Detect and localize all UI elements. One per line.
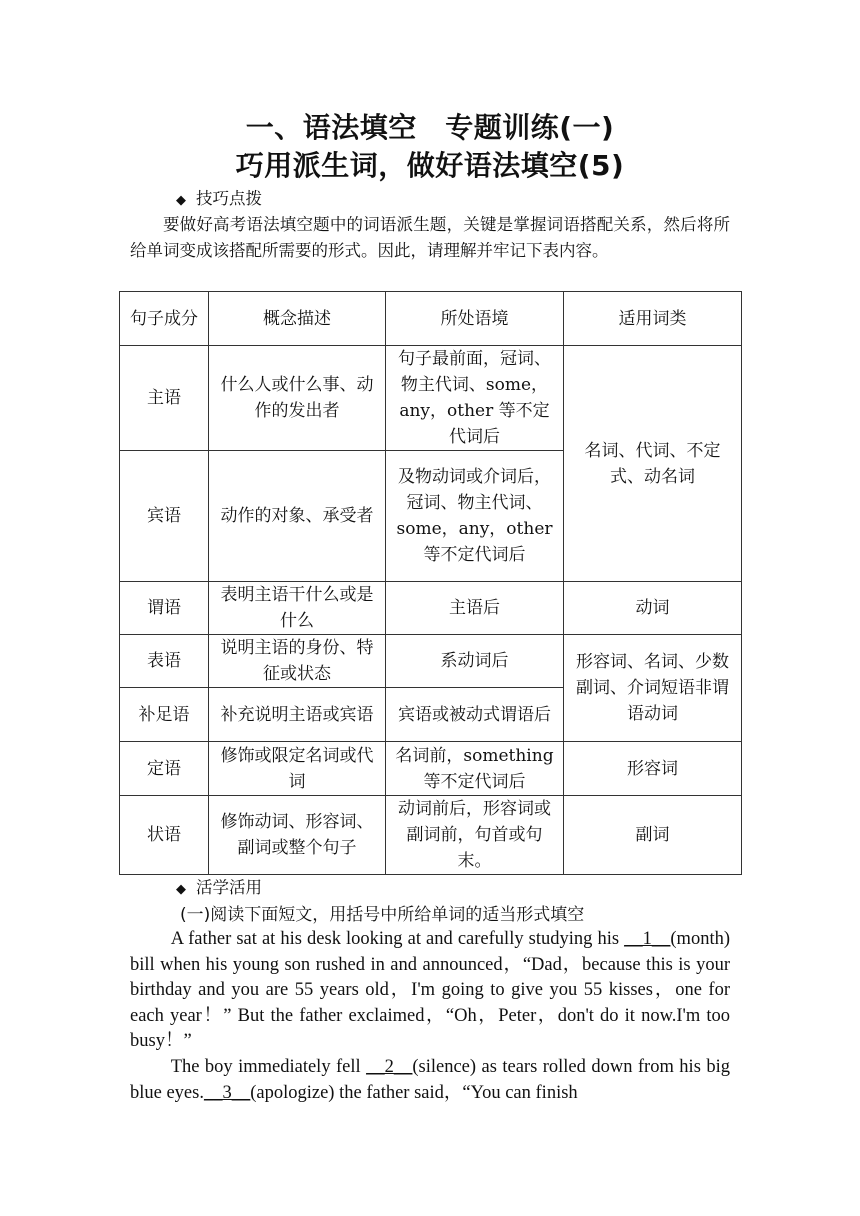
main-title: 一、语法填空 专题训练(一): [245, 111, 615, 144]
context-cell: 宾语或被动式谓语后: [386, 688, 564, 742]
passage-paragraph-2: [130, 1055, 730, 1106]
passage-paragraph-1: [130, 927, 730, 1055]
passage-text: The boy immediately fell: [170, 1057, 367, 1077]
header-cell: 概念描述: [209, 292, 386, 346]
passage-text: (apologize) the father said，“You can finish: [250, 1082, 578, 1103]
table-row: [120, 742, 742, 796]
concept-cell: 补充说明主语或宾语: [209, 688, 386, 742]
table-row: [120, 796, 742, 875]
section-heading-tips: [176, 188, 262, 212]
table-header-row: [120, 292, 742, 346]
diamond-bullet-icon: ◆: [176, 882, 186, 897]
component-cell: 表语: [120, 635, 209, 688]
table-row: [120, 635, 742, 688]
component-cell: 主语: [120, 346, 209, 451]
blank-2: __2__: [366, 1057, 413, 1077]
diamond-bullet-icon: ◆: [176, 193, 186, 208]
exercise-instruction: (一)阅读下面短文，用括号中所给单词的适当形式填空: [180, 905, 585, 925]
concept-cell: 表明主语干什么或是什么: [209, 582, 386, 635]
section-heading-practice: [176, 877, 262, 901]
word-class-cell: 名词、代词、不定式、动名词: [564, 346, 742, 582]
table-row: [120, 582, 742, 635]
context-cell: 及物动词或介词后，冠词、物主代词、some，any，other 等不定代词后: [386, 451, 564, 582]
component-cell: 补足语: [120, 688, 209, 742]
section-heading-label: 技巧点拨: [196, 189, 262, 208]
grammar-table: [119, 291, 742, 875]
context-cell: 名词前，something 等不定代词后: [386, 742, 564, 796]
header-cell: 句子成分: [120, 292, 209, 346]
header-cell: 所处语境: [386, 292, 564, 346]
intro-paragraph: 要做好高考语法填空题中的词语派生题，关键是掌握词语搭配关系，然后将所给单词变成该搭配所需要的形式。因此，请理解并牢记下表内容。: [130, 215, 730, 260]
concept-cell: 动作的对象、承受者: [209, 451, 386, 582]
passage-text: (month) bill when his young son rushed in and announced，“Dad，because this is your birthday and you are 55 years old，I'm going to give you 55 kisses，one for each year！” But the father exclaimed，“Oh，Peter，don't do it now.I'm too busy！”: [130, 929, 730, 1051]
passage-text: (silence) as tears rolled down from his big blue eyes.: [130, 1057, 730, 1103]
blank-1: __1__: [624, 929, 671, 949]
passage-text: A father sat at his desk looking at and carefully studying his: [170, 929, 620, 949]
context-cell: 句子最前面，冠词、物主代词、some，any，other 等不定代词后: [386, 346, 564, 451]
context-cell: 主语后: [386, 582, 564, 635]
word-class-cell: 副词: [564, 796, 742, 875]
section-heading-label: 活学活用: [196, 878, 262, 897]
word-class-cell: 形容词、名词、少数副词、介词短语非谓语动词: [564, 635, 742, 742]
component-cell: 定语: [120, 742, 209, 796]
blank-3: __3__: [203, 1082, 251, 1103]
component-cell: 谓语: [120, 582, 209, 635]
sub-title: 巧用派生词，做好语法填空(5): [235, 149, 625, 182]
concept-cell: 修饰或限定名词或代词: [209, 742, 386, 796]
component-cell: 宾语: [120, 451, 209, 582]
concept-cell: 修饰动词、形容词、副词或整个句子: [209, 796, 386, 875]
component-cell: 状语: [120, 796, 209, 875]
context-cell: 系动词后: [386, 635, 564, 688]
context-cell: 动词前后，形容词或副词前，句首或句末。: [386, 796, 564, 875]
table-row: [120, 346, 742, 451]
header-cell: 适用词类: [564, 292, 742, 346]
concept-cell: 什么人或什么事、动作的发出者: [209, 346, 386, 451]
word-class-cell: 动词: [564, 582, 742, 635]
word-class-cell: 形容词: [564, 742, 742, 796]
concept-cell: 说明主语的身份、特征或状态: [209, 635, 386, 688]
